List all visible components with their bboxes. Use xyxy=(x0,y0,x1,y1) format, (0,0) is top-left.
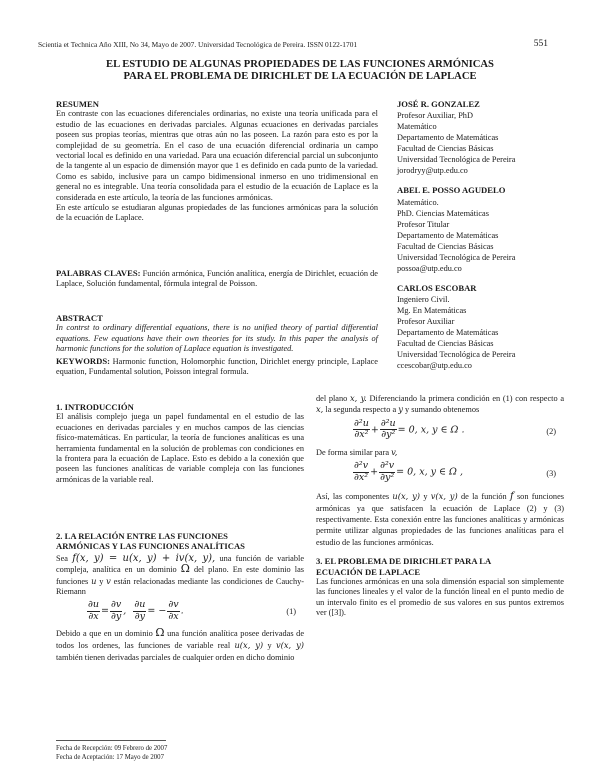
section-1-heading: 1. INTRODUCCIÓN xyxy=(56,402,134,412)
math-f: f xyxy=(509,491,514,503)
text-span: sumando obtenemos xyxy=(411,405,480,415)
cauchy-riemann-equations: $\frac{\partial u}{\partial x}$ = $\frac{\partial v}{\partial y}$ , $\frac{\partial u}{\partial y}$ = − $\frac{\partial v}{\partial x}$ . xyxy=(88,599,184,622)
keywords-label: KEYWORDS: xyxy=(56,356,110,366)
text-span: y xyxy=(267,641,272,651)
col2-p2 xyxy=(316,447,564,458)
palabras-text: Función armónica, Función analítica, energía de Dirichlet, ecuación de Laplace, Solución fundamental, fórmula integral de Poisson. xyxy=(56,269,378,289)
author-name: CARLOS ESCOBAR xyxy=(397,282,477,293)
equation-1 xyxy=(56,599,304,625)
text-span: son funciones armónicas ya que satisfacen la ecuación de Laplace (2) y (3) respectivamente. Esta conexión entre las funciones analíticas y armónicas permite utilizar algunas propiedades de las funciones analíticas para el estudio de las funciones armónicas. xyxy=(316,492,564,547)
text-span: la segunda respecto a xyxy=(325,405,397,415)
math-x: x, xyxy=(316,404,324,415)
math-uxy: u(x, y) xyxy=(392,491,421,502)
text-span: de la función xyxy=(461,492,507,502)
resumen-paragraph-1: En contraste con las ecuaciones diferenciales ordinarias, no existe una teoría unificada para el estudio de las ecuaciones en derivadas parciales. Algunas ecuaciones en derivadas parciales poseen sus propias teorías, mientras que otras aún no las poseen. La razón para esto es por la complejidad de su geometría. En el caso de una ecuación diferencial ordinaria un campo vectorial local es definido en una variedad. Para una ecuación diferencial parcial un subconjunto de la tangente al un espacio de dimensión mayor que 1 es definido en cada punto de la variedad. Como es sabido, inclusive para un campo bidimensional inmerso en uno tridimensional en general no es integrable. Una teoría consolidada para el estudio de la ecuación de Laplace es la considerada en este artículo, la teoría de las funciones armónicas. xyxy=(56,109,378,202)
author-line: Facultad de Ciencias Básicas xyxy=(397,241,494,251)
author-line: Universidad Tecnológica de Pereira xyxy=(397,252,516,262)
author-line: Universidad Tecnológica de Pereira xyxy=(397,350,516,360)
laplace-u-equation: $\frac{\text{∂²u}}{\text{∂x²}}$ + $\frac{\text{∂²u}}{\text{∂y²}}$ = 0, x, y ∈ Ω . xyxy=(354,417,465,441)
laplace-v-equation: $\frac{\text{∂²v}}{\text{∂x²}}$ + $\frac{\text{∂²v}}{\text{∂y²}}$ = 0, x, y ∈ Ω , xyxy=(354,460,463,483)
math-xy: x, y. xyxy=(350,393,367,403)
author-block-2 xyxy=(397,185,567,273)
col2-p1 xyxy=(316,393,564,416)
math-vxy: v(x, y) xyxy=(275,640,304,651)
palabras-label: PALABRAS CLAVES: xyxy=(56,268,141,278)
equation-tail: = 0, x, y ∈ Ω . xyxy=(397,424,465,436)
text-span: una función analítica posee derivadas de todos los ordenes, las funciones de variable real xyxy=(56,629,304,651)
equation-number: (3) xyxy=(546,469,556,479)
section-2-heading-1: 2. LA RELACIÓN ENTRE LAS FUNCIONES xyxy=(56,531,228,541)
abstract-section xyxy=(56,313,378,355)
section-3-heading-2: ECUACIÓN DE LAPLACE xyxy=(316,566,421,577)
author-line: Facultad de Ciencias Básicas xyxy=(397,144,494,154)
author-email: ccescobar@utp.edu.co xyxy=(397,361,472,371)
title-line-1: EL ESTUDIO DE ALGUNAS PROPIEDADES DE LAS FUNCIONES ARMÓNICAS xyxy=(106,59,494,70)
column-2 xyxy=(316,393,564,619)
footnote-rule xyxy=(56,740,166,741)
author-line: Matemático xyxy=(397,122,437,132)
equation-number: (1) xyxy=(286,607,296,617)
journal-header xyxy=(38,40,548,50)
keywords-text: Harmonic function, Holomorphic function, Dirichlet energy principle, Laplace equation, Fundamental solution, Poisson integral formula. xyxy=(56,357,378,377)
author-line: Facultad de Ciencias Básicas xyxy=(397,339,494,349)
author-line: Profesor Auxiliar, PhD xyxy=(397,111,473,121)
page-number: 551 xyxy=(533,39,548,49)
text-span: y xyxy=(423,492,428,502)
author-name: ABEL E. POSSO AGUDELO xyxy=(397,185,506,196)
text-span: y xyxy=(404,405,410,415)
author-email: jorodryy@utp.edu.co xyxy=(397,166,468,176)
equation-3 xyxy=(316,460,564,488)
section-3 xyxy=(316,556,564,618)
author-line: Ingeniero Civil. xyxy=(397,295,450,305)
section-relacion xyxy=(56,531,304,663)
text-span: En este dominio las funciones xyxy=(56,565,305,586)
author-line: Departamento de Matemáticas xyxy=(397,230,499,240)
footnote-accepted: Fecha de Aceptación: 17 Mayo de 2007 xyxy=(56,753,164,761)
text-span: están relacionadas mediante las condiciones de Cauchy-Riemann xyxy=(56,576,305,597)
abstract-text: In contrst to ordinary differential equations, there is no unified theory of partial differential equations. Few equations have their own theories for its study. In this paper the analysis of harmonic functions for the solution of Laplace equation is investigated. xyxy=(56,323,378,354)
author-block-1 xyxy=(397,99,567,176)
section-3-heading-1: 3. EL PROBLEMA DE DIRICHLET PARA LA xyxy=(316,556,492,567)
equation-tail: = 0, x, y ∈ Ω , xyxy=(396,466,463,478)
omega-symbol: Ω xyxy=(155,626,165,640)
text-span: también tienen derivadas parciales de cualquier orden en dicho dominio xyxy=(56,652,295,662)
author-block-3 xyxy=(397,283,567,371)
section-introduccion xyxy=(56,402,304,485)
author-line: PhD. Ciencias Matemáticas xyxy=(397,208,489,218)
math-vxy: v(x, y) xyxy=(430,491,458,502)
text-span: Sea xyxy=(56,553,68,563)
text-span: del plano xyxy=(316,394,348,403)
abstract-heading: ABSTRACT xyxy=(56,313,103,323)
author-line: Mg. En Matemáticas xyxy=(397,306,467,316)
math-v: v xyxy=(106,575,111,586)
author-name: JOSÉ R. GONZALEZ xyxy=(397,99,480,109)
math-y: y xyxy=(398,404,403,415)
author-line: Departamento de Matemáticas xyxy=(397,328,499,338)
author-line: Universidad Tecnológica de Pereira xyxy=(397,155,516,165)
math-fxy: f(x, y) = u(x, y) + iv(x, y), xyxy=(72,552,216,564)
author-line: Matemático. xyxy=(397,197,439,207)
palabras-claves xyxy=(56,268,378,290)
author-line: Profesor Auxiliar xyxy=(397,317,455,327)
math-v: v, xyxy=(391,446,398,457)
text-span: De forma similar para xyxy=(316,447,390,457)
title-line-2: PARA EL PROBLEMA DE DIRICHLET DE LA ECUACIÓN DE LAPLACE xyxy=(123,71,477,83)
authors-column xyxy=(397,99,567,380)
section-2-heading-2: ARMÓNICAS Y LAS FUNCIONES ANALÍTICAS xyxy=(56,541,245,552)
author-line: Profesor Titular xyxy=(397,219,450,229)
equation-2 xyxy=(316,418,564,446)
journal-citation: Scientia et Technica Año XIII, No 34, Mayo de 2007. Universidad Tecnológica de Pereira. ISSN 0122-1701 xyxy=(38,40,358,49)
section-3-text: Las funciones armónicas en una sola dimensión espacial son simplemente las funciones lineales y el valor de la función lineal en el punto medio de un intervalo finito es el promedio de sus valores en sus puntos extremos ver ([3]). xyxy=(316,577,564,618)
text-span: del plano. xyxy=(193,565,229,575)
keywords xyxy=(56,356,378,378)
resumen-section xyxy=(56,99,378,224)
author-email: possoa@utp.edu.co xyxy=(397,263,462,273)
text-span: Diferenciando la primera condición en (1) con respecto a xyxy=(369,394,564,403)
text-span: Así, las componentes xyxy=(316,492,390,502)
text-span: y xyxy=(99,576,104,586)
author-line: Departamento de Matemáticas xyxy=(397,133,499,143)
math-u: u xyxy=(91,575,97,586)
resumen-paragraph-2: En este artículo se estudiaran algunas propiedades de las funciones armónicas para la solución de la ecuación de Laplace. xyxy=(56,203,378,223)
text-span: una función de variable compleja, analítica en un dominio xyxy=(56,553,305,575)
section-2-p1 xyxy=(56,554,304,598)
section-2-p2 xyxy=(56,627,304,663)
footnote-received: Fecha de Recepción: 09 Febrero de 2007 xyxy=(56,745,168,752)
math-uxy: u(x, y) xyxy=(234,640,264,651)
equation-number: (2) xyxy=(546,426,556,436)
col2-p3 xyxy=(316,491,564,548)
resumen-heading: RESUMEN xyxy=(56,99,99,109)
omega-symbol: Ω xyxy=(180,562,190,576)
paper-title xyxy=(60,59,540,84)
footnotes xyxy=(56,745,167,762)
text-span: Debido a que en un dominio xyxy=(56,629,153,639)
section-1-text: El análisis complejo juega un papel fundamental en el estudio de las ecuaciones en derivadas parciales y en muchos campos de las ciencias físico-matemáticas. En particular, la teoría de funciones analíticas es una herramienta fundamental en la solución de problemas con condiciones en la frontera para la ecuación de Laplace. Esto es debido a la conexión que poseen las funciones analíticas de variable compleja con las funciones armónicas de la variable real. xyxy=(56,412,304,484)
